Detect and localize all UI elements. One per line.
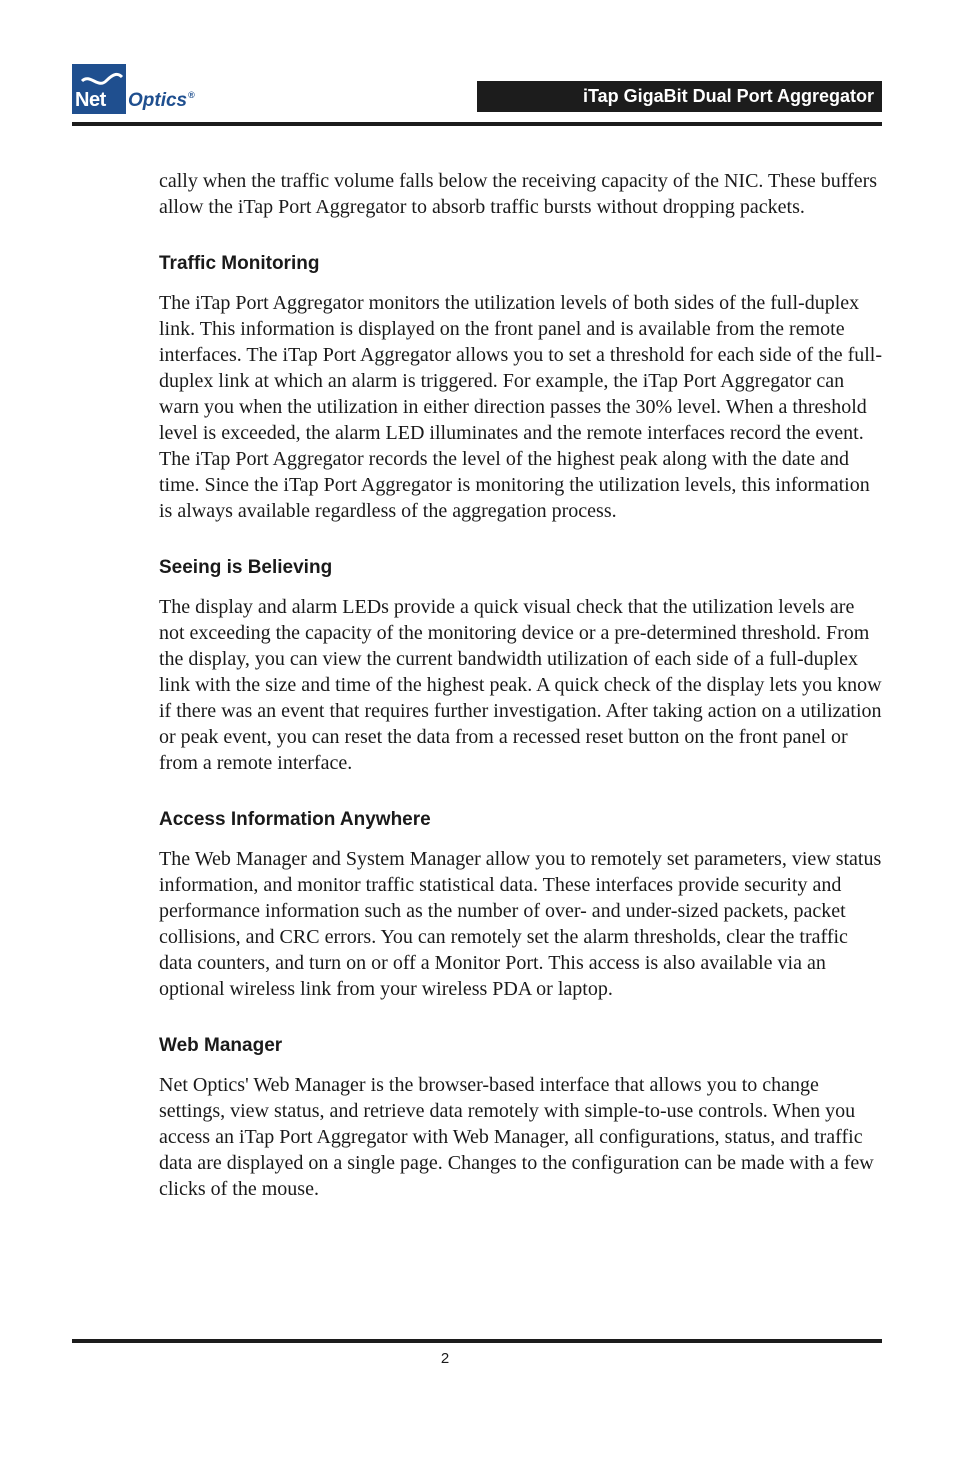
section-heading-web-manager: Web Manager xyxy=(159,1035,283,1056)
section-body-web-manager: Net Optics' Web Manager is the browser-based interface that allows you to change settings, view status, and retrieve data remotely with simple-to-use controls. When you access an iTap Port Aggregator with Web Manager, all configurations, status, and traffic data are displayed on a single page. Changes to the configuration can be made with a few clicks of the mouse. xyxy=(159,1074,874,1200)
document-title-bar: iTap GigaBit Dual Port Aggregator xyxy=(477,81,882,112)
section-heading-seeing-is-believing: Seeing is Believing xyxy=(159,557,333,578)
section-body-traffic-monitoring: The iTap Port Aggregator monitors the utilization levels of both sides of the full-duplex link. This information is displayed on the front panel and is available from the remote interfaces. The iTap Port Aggregator allows you to set a threshold for each side of the full-duplex link at which an alarm is triggered. For example, the iTap Port Aggregator can warn you when the utilization in either direction passes the 30% level. When a threshold level is exceeded, the alarm LED illuminates and the remote interfaces record the event. The iTap Port Aggregator records the level of the highest peak along with the date and time. Since the iTap Port Aggregator is monitoring the utilization levels, this information is always available regardless of the aggregation process. xyxy=(159,292,883,522)
section-body-access-information-anywhere: The Web Manager and System Manager allow you to remotely set parameters, view status information, and monitor traffic statistical data. These interfaces provide security and performance information such as the number of over- and under-sized packets, packet collisions, and CRC errors. You can remotely set the alarm thresholds, clear the traffic data counters, and turn on or off a Monitor Port. This access is also available via an optional wireless link from your wireless PDA or laptop. xyxy=(159,848,882,1000)
section-body-seeing-is-believing: The display and alarm LEDs provide a quick visual check that the utilization levels are not exceeding the capacity of the monitoring device or a pre-determined threshold. From the display, you can view the current bandwidth utilization of each side of a full-duplex link with the size and time of the highest peak. A quick check of the display lets you know if there was an event that requires further investigation. After taking action on a utilization or peak event, you can reset the data from a recessed reset button on the front panel or from a remote interface. xyxy=(159,596,882,774)
registered-mark: ® xyxy=(188,90,195,100)
logo-optics-text: Optics® xyxy=(128,90,195,111)
intro-paragraph: cally when the traffic volume falls below the receiving capacity of the NIC. These buffers allow the iTap Port Aggregator to absorb traffic bursts without dropping packets. xyxy=(159,170,878,218)
footer-rule xyxy=(72,1339,882,1343)
logo-mark xyxy=(72,64,126,114)
net-optics-logo xyxy=(72,64,232,116)
page-number: 2 xyxy=(440,1350,450,1367)
header-rule xyxy=(72,122,882,126)
section-heading-access-information-anywhere: Access Information Anywhere xyxy=(159,809,431,830)
logo-net-text: Net xyxy=(75,89,106,111)
page-content xyxy=(159,168,883,1202)
section-heading-traffic-monitoring: Traffic Monitoring xyxy=(159,253,320,274)
